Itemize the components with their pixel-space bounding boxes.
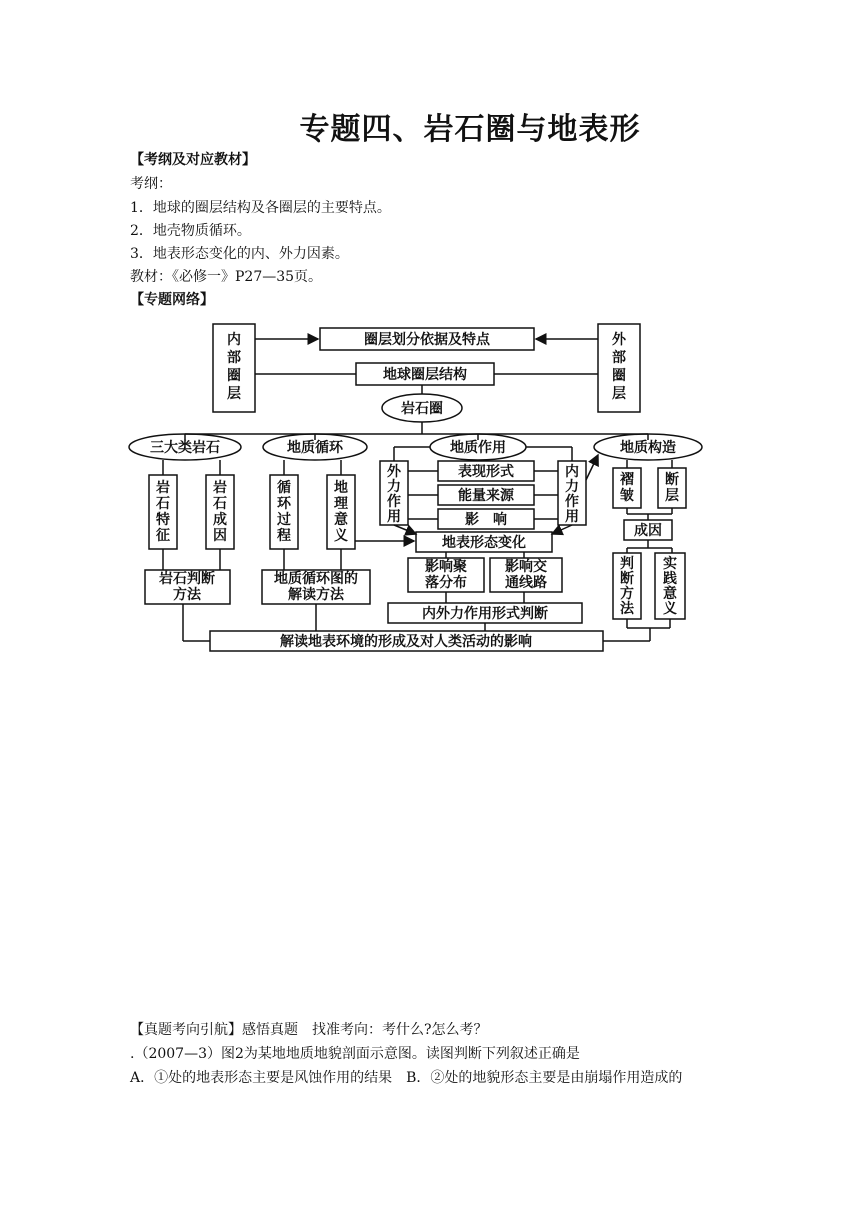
rocks-label: 三大类岩石 (150, 440, 220, 456)
geo-cycle-label: 地质循环 (287, 440, 343, 456)
surface-change-label: 地表形态变化 (442, 535, 526, 551)
network-heading: 【专题网络】 (130, 292, 214, 308)
geo-meaning-label: 地理意义 (334, 480, 348, 544)
internal-force-label: 内力作用 (565, 464, 579, 525)
syllabus-heading: 【考纲及对应教材】 (130, 152, 256, 168)
practical-meaning-label: 实践意义 (663, 556, 677, 617)
division-basis-label: 圈层划分依据及特点 (364, 332, 490, 348)
geo-structure-label: 地质构造 (620, 440, 676, 456)
syllabus-item-3: 3．地表形态变化的内、外力因素。 (130, 246, 349, 262)
page-title: 专题四、岩石圈与地表形 (299, 112, 641, 147)
influence-label: 影 响 (465, 512, 507, 528)
bottom-summary-label: 解读地表环境的形成及对人类活动的影响 (280, 634, 532, 650)
question-line: .（2007—3）图2为某地地质地貌剖面示意图。读图判断下列叙述正确是 (130, 1046, 580, 1062)
rock-judge-label: 岩石判断方法 (159, 571, 215, 603)
guide-line: 【真题考向引航】感悟真题 找准考向：考什么?怎么考？ (130, 1022, 488, 1038)
fault-label: 断层 (665, 472, 679, 504)
force-judge-label: 内外力作用形式判断 (422, 606, 548, 622)
geo-action-label: 地质作用 (450, 440, 506, 456)
syllabus-label: 考纲： (130, 176, 172, 192)
settlement-label: 影响聚落分布 (425, 559, 467, 591)
options-line: A．①处的地表形态主要是风蚀作用的结果 B．②处的地貌形态主要是由崩塌作用造成的 (130, 1070, 683, 1086)
rock-features-label: 岩石特征 (156, 480, 170, 544)
outer-sphere-label: 外部圈层 (612, 332, 626, 402)
cycle-read-label: 地质循环图的解读方法 (274, 571, 358, 603)
external-force-label: 外力作用 (387, 464, 401, 525)
inner-sphere-label: 内部圈层 (227, 332, 241, 402)
lithosphere-label: 岩石圈 (401, 401, 443, 417)
textbook-reference: 教材：《必修一》P27—35页。 (130, 269, 323, 285)
syllabus-item-1: 1．地球的圈层结构及各圈层的主要特点。 (130, 200, 391, 216)
rock-origin-label: 岩石成因 (213, 480, 227, 544)
judge-method-label: 判断方法 (620, 556, 634, 617)
traffic-label: 影响交通线路 (505, 559, 547, 591)
syllabus-item-2: 2．地壳物质循环。 (130, 223, 251, 239)
expression-label: 表现形式 (458, 464, 514, 480)
fold-label: 褶皱 (620, 472, 634, 504)
cycle-process-label: 循环过程 (277, 480, 291, 544)
earth-structure-label: 地球圈层结构 (383, 367, 467, 383)
energy-source-label: 能量来源 (458, 488, 514, 504)
cause-label: 成因 (634, 523, 662, 539)
